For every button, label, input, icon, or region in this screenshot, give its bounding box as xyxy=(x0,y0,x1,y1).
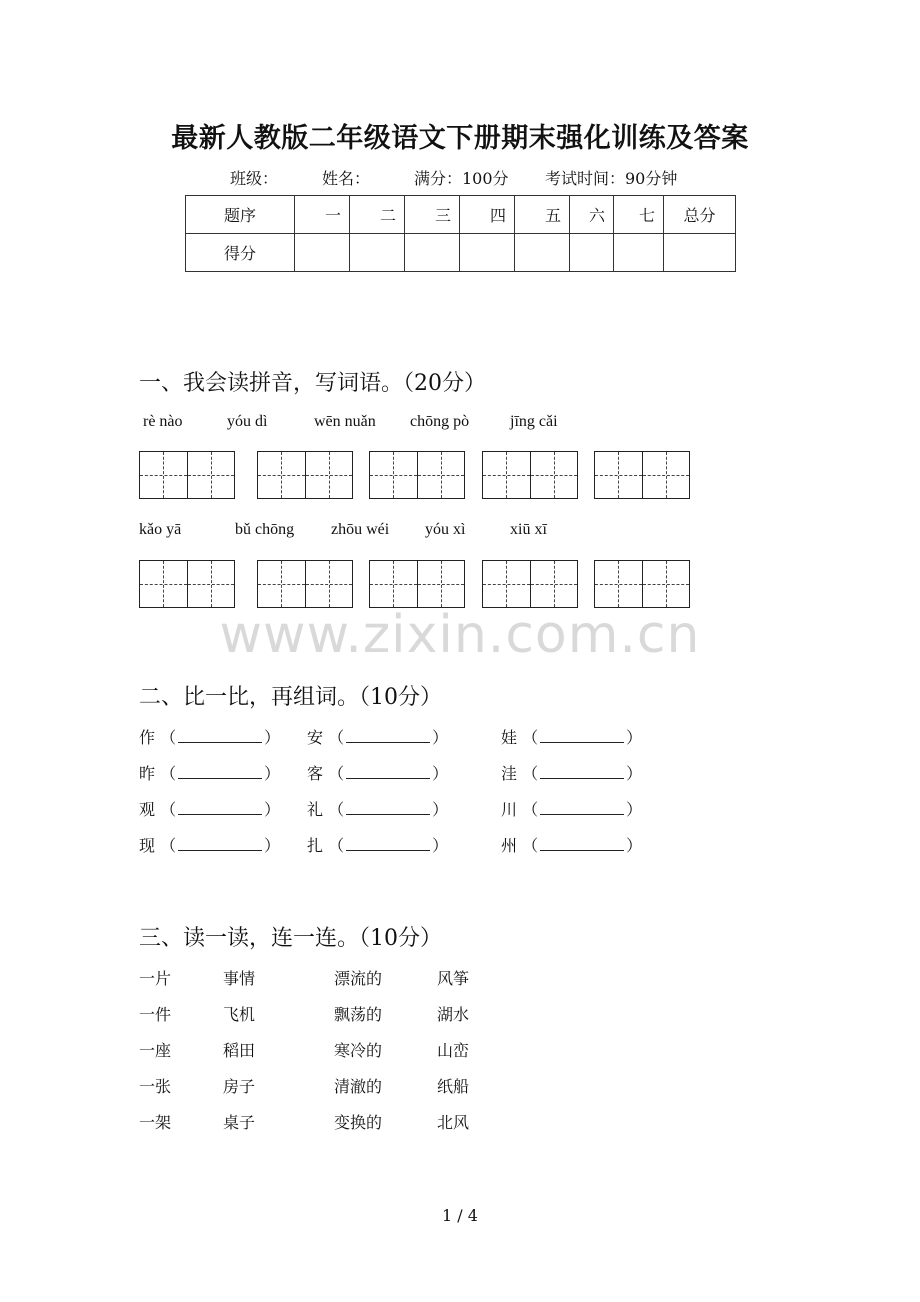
word-pair[interactable]: 扎 （ ） xyxy=(307,836,449,855)
col-1: 一 xyxy=(295,196,350,234)
score-cell[interactable] xyxy=(460,234,515,272)
table-row xyxy=(186,196,736,234)
col-2: 二 xyxy=(350,196,405,234)
pinyin-label: wēn nuǎn xyxy=(314,413,376,430)
pinyin-label: bǔ chōng xyxy=(235,521,295,538)
table-row xyxy=(186,234,736,272)
writing-grid[interactable] xyxy=(139,451,235,499)
writing-grid[interactable] xyxy=(257,560,353,608)
col-5: 五 xyxy=(515,196,570,234)
match-item[interactable]: 清澈的 xyxy=(334,1077,383,1096)
col-7: 七 xyxy=(614,196,664,234)
name-label: 姓名： xyxy=(322,169,371,188)
match-item[interactable]: 风筝 xyxy=(437,969,470,988)
score-cell[interactable] xyxy=(295,234,350,272)
total-label: 总分 xyxy=(664,196,736,234)
writing-grid[interactable] xyxy=(594,451,690,499)
match-item[interactable]: 稻田 xyxy=(223,1041,256,1060)
writing-grid[interactable] xyxy=(139,560,235,608)
word-pair[interactable]: 昨 （ ） xyxy=(139,764,281,783)
writing-grid[interactable] xyxy=(482,451,578,499)
writing-grid[interactable] xyxy=(594,560,690,608)
score-cell[interactable] xyxy=(614,234,664,272)
exam-time: 考试时间：90分钟 xyxy=(545,169,678,188)
pinyin-label: zhōu wéi xyxy=(331,521,390,538)
score-table xyxy=(185,195,736,272)
header-label: 题序 xyxy=(186,196,295,234)
pinyin-label: yóu dì xyxy=(227,413,268,430)
match-item[interactable]: 山峦 xyxy=(437,1041,470,1060)
writing-grid[interactable] xyxy=(482,560,578,608)
writing-grid[interactable] xyxy=(257,451,353,499)
word-pair[interactable]: 洼 （ ） xyxy=(501,764,643,783)
match-item[interactable]: 桌子 xyxy=(223,1113,256,1132)
match-item[interactable]: 一张 xyxy=(139,1077,172,1096)
section3-heading: 三、读一读，连一连。（10分） xyxy=(139,926,442,951)
word-pair[interactable]: 礼 （ ） xyxy=(307,800,449,819)
word-pair[interactable]: 作 （ ） xyxy=(139,728,281,747)
writing-grid[interactable] xyxy=(369,451,465,499)
match-item[interactable]: 北风 xyxy=(437,1113,470,1132)
match-item[interactable]: 一座 xyxy=(139,1041,172,1060)
col-4: 四 xyxy=(460,196,515,234)
match-item[interactable]: 一架 xyxy=(139,1113,172,1132)
match-item[interactable]: 一片 xyxy=(139,969,172,988)
match-item[interactable]: 房子 xyxy=(223,1077,256,1096)
match-item[interactable]: 纸船 xyxy=(437,1077,470,1096)
score-cell[interactable] xyxy=(350,234,405,272)
pinyin-label: jīng cǎi xyxy=(510,413,558,430)
match-item[interactable]: 一件 xyxy=(139,1005,172,1024)
section1-heading: 一、我会读拼音，写词语。（20分） xyxy=(139,371,486,396)
score-cell[interactable] xyxy=(515,234,570,272)
match-item[interactable]: 飘荡的 xyxy=(334,1005,383,1024)
pinyin-label: rè nào xyxy=(143,413,183,430)
word-pair[interactable]: 娃 （ ） xyxy=(501,728,643,747)
match-item[interactable]: 变换的 xyxy=(334,1113,383,1132)
score-cell[interactable] xyxy=(664,234,736,272)
pinyin-label: kǎo yā xyxy=(139,521,182,538)
score-cell[interactable] xyxy=(570,234,614,272)
full-score: 满分：100分 xyxy=(414,169,509,188)
match-item[interactable]: 漂流的 xyxy=(334,969,383,988)
word-pair[interactable]: 安 （ ） xyxy=(307,728,449,747)
watermark: www.zixin.com.cn xyxy=(219,605,701,665)
page-number: 1 / 4 xyxy=(442,1206,478,1225)
word-pair[interactable]: 州 （ ） xyxy=(501,836,643,855)
class-label: 班级： xyxy=(230,169,279,188)
page-title: 最新人教版二年级语文下册期末强化训练及答案 xyxy=(171,123,749,154)
score-cell[interactable] xyxy=(405,234,460,272)
col-3: 三 xyxy=(405,196,460,234)
match-item[interactable]: 湖水 xyxy=(437,1005,470,1024)
match-item[interactable]: 飞机 xyxy=(223,1005,256,1024)
word-pair[interactable]: 川 （ ） xyxy=(501,800,643,819)
col-6: 六 xyxy=(570,196,614,234)
section2-heading: 二、比一比，再组词。（10分） xyxy=(139,685,442,710)
word-pair[interactable]: 现 （ ） xyxy=(139,836,281,855)
word-pair[interactable]: 观 （ ） xyxy=(139,800,281,819)
pinyin-label: yóu xì xyxy=(425,521,466,538)
word-pair[interactable]: 客 （ ） xyxy=(307,764,449,783)
pinyin-label: xiū xī xyxy=(510,521,547,538)
match-item[interactable]: 事情 xyxy=(223,969,256,988)
writing-grid[interactable] xyxy=(369,560,465,608)
score-label: 得分 xyxy=(186,234,295,272)
pinyin-label: chōng pò xyxy=(410,413,470,430)
match-item[interactable]: 寒冷的 xyxy=(334,1041,383,1060)
